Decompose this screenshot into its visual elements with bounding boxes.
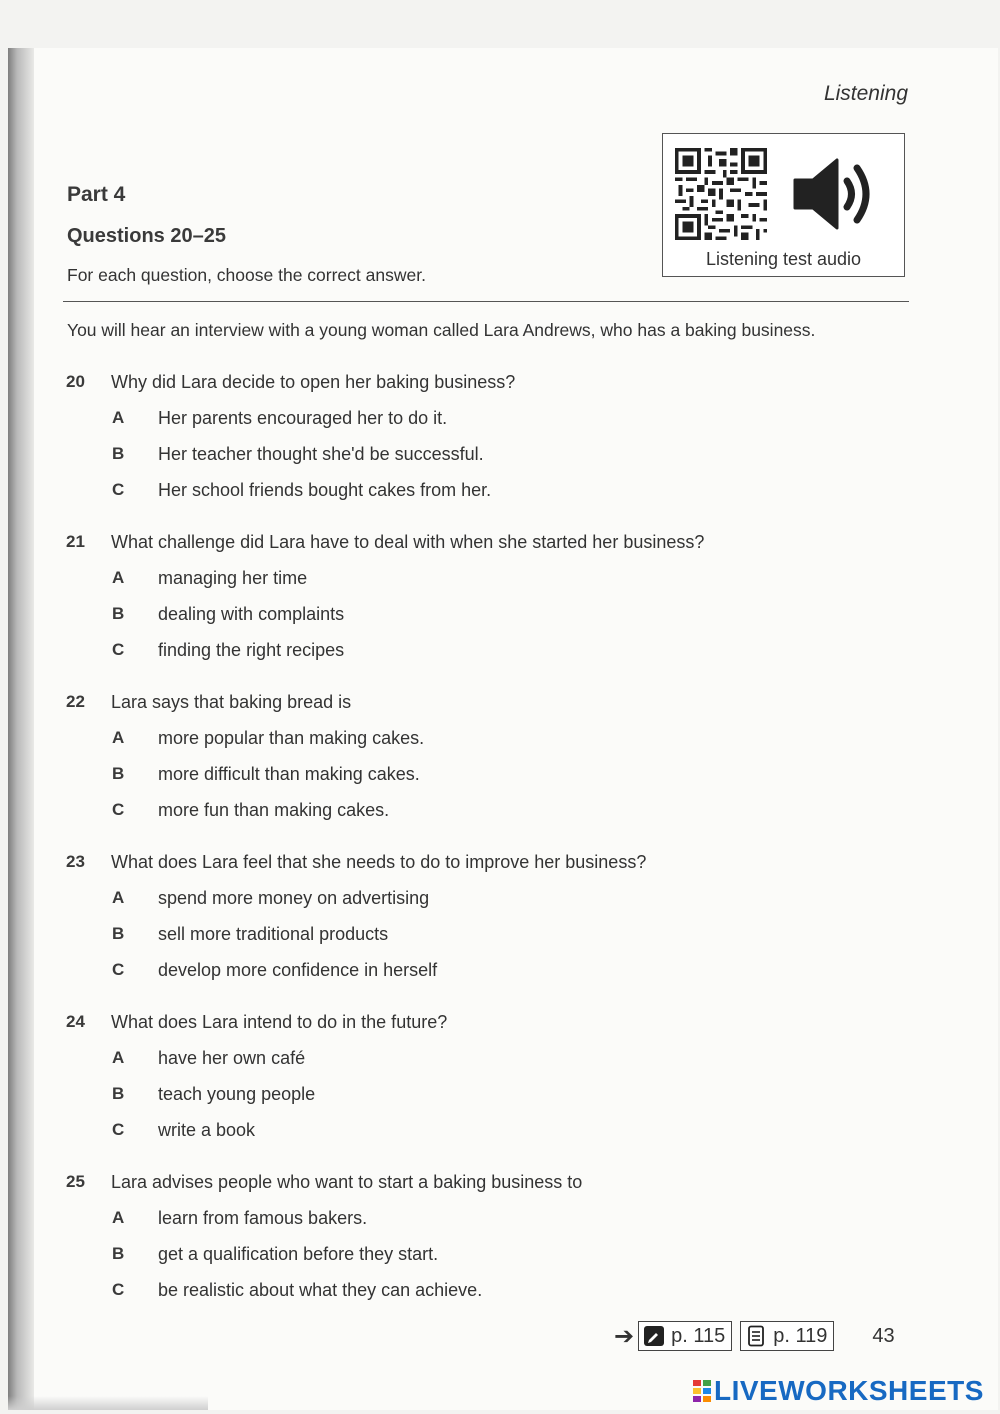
question-20 (66, 372, 886, 516)
option-letter: A (112, 1208, 125, 1227)
option-b[interactable] (66, 1084, 886, 1120)
question-text: Lara says that baking bread is (111, 692, 352, 712)
question-number: 25 (66, 1172, 85, 1191)
option-text: finding the right recipes (158, 640, 345, 660)
arrow-right-icon: ➔ (614, 1322, 635, 1350)
option-text: spend more money on advertising (158, 888, 430, 908)
question-24 (66, 1012, 886, 1156)
liveworksheets-logo-icon (692, 1378, 712, 1404)
reference-label: p. 115 (671, 1324, 726, 1347)
option-letter: A (112, 728, 125, 747)
option-text: managing her time (158, 568, 308, 588)
option-a[interactable] (66, 1048, 886, 1084)
document-icon (745, 1325, 767, 1347)
option-text: Her teacher thought she'd be successful. (158, 444, 484, 464)
question-23 (66, 852, 886, 996)
option-letter: C (112, 800, 125, 819)
option-letter: C (112, 640, 125, 659)
questions-range: Questions 20–25 (67, 225, 226, 247)
option-b[interactable] (66, 1244, 886, 1280)
question-22 (66, 692, 886, 836)
option-letter: B (112, 1084, 125, 1103)
option-letter: C (112, 1120, 125, 1139)
question-text: What challenge did Lara have to deal with when she started her business? (111, 532, 705, 552)
intro-text: You will hear an interview with a young woman called Lara Andrews, who has a baking business. (67, 320, 816, 340)
question-number: 21 (66, 532, 85, 551)
page-number: 43 (872, 1324, 895, 1347)
question-text: What does Lara intend to do in the future? (111, 1012, 448, 1032)
question-number: 24 (66, 1012, 85, 1031)
option-text: dealing with complaints (158, 604, 345, 624)
question-21 (66, 532, 886, 676)
option-letter: B (112, 924, 125, 943)
audio-caption: Listening test audio (705, 249, 862, 269)
question-number: 23 (66, 852, 85, 871)
option-text: sell more traditional products (158, 924, 389, 944)
option-text: more fun than making cakes. (158, 800, 390, 820)
page-footer (614, 1320, 895, 1352)
qr-code-icon[interactable] (675, 148, 767, 240)
page-spine-shadow (8, 48, 34, 1410)
option-a[interactable] (66, 568, 886, 604)
reference-tips[interactable] (638, 1321, 732, 1351)
brand-text: LIVEWORKSHEETS (714, 1375, 984, 1406)
option-letter: A (112, 1048, 125, 1067)
divider (63, 301, 909, 302)
question-text: What does Lara feel that she needs to do to improve her business? (111, 852, 647, 872)
option-text: learn from famous bakers. (158, 1208, 368, 1228)
option-letter: C (112, 1280, 125, 1299)
option-letter: C (112, 960, 125, 979)
option-letter: A (112, 408, 125, 427)
option-a[interactable] (66, 408, 886, 444)
option-c[interactable] (66, 1120, 886, 1156)
option-text: more popular than making cakes. (158, 728, 425, 748)
option-text: be realistic about what they can achieve. (158, 1280, 483, 1300)
option-c[interactable] (66, 480, 886, 516)
option-letter: B (112, 764, 125, 783)
option-letter: B (112, 604, 125, 623)
option-c[interactable] (66, 960, 886, 996)
question-25 (66, 1172, 886, 1316)
option-text: more difficult than making cakes. (158, 764, 420, 784)
option-a[interactable] (66, 728, 886, 764)
option-letter: A (112, 888, 125, 907)
section-label: Listening (823, 82, 908, 105)
question-number: 22 (66, 692, 85, 711)
option-letter: B (112, 444, 125, 463)
option-text: get a qualification before they start. (158, 1244, 439, 1264)
reference-label: p. 119 (773, 1324, 828, 1347)
option-b[interactable] (66, 924, 886, 960)
instruction-text: For each question, choose the correct answer. (67, 265, 426, 285)
part-title: Part 4 (67, 183, 126, 206)
option-a[interactable] (66, 888, 886, 924)
speaker-icon[interactable] (793, 154, 879, 234)
option-letter: B (112, 1244, 125, 1263)
page-bottom-shadow (8, 1396, 208, 1410)
option-text: have her own café (158, 1048, 306, 1068)
option-text: develop more confidence in herself (158, 960, 438, 980)
tip-icon (643, 1325, 665, 1347)
reference-document[interactable] (740, 1321, 834, 1351)
question-text: Lara advises people who want to start a baking business to (111, 1172, 583, 1192)
question-text: Why did Lara decide to open her baking business? (111, 372, 516, 392)
liveworksheets-watermark[interactable] (692, 1374, 984, 1408)
option-b[interactable] (66, 604, 886, 640)
option-text: Her parents encouraged her to do it. (158, 408, 448, 428)
option-text: teach young people (158, 1084, 316, 1104)
option-letter: A (112, 568, 125, 587)
option-text: Her school friends bought cakes from her. (158, 480, 492, 500)
option-letter: C (112, 480, 125, 499)
question-number: 20 (66, 372, 85, 391)
option-c[interactable] (66, 640, 886, 676)
option-a[interactable] (66, 1208, 886, 1244)
option-text: write a book (158, 1120, 256, 1140)
option-b[interactable] (66, 764, 886, 800)
option-c[interactable] (66, 1280, 886, 1316)
option-b[interactable] (66, 444, 886, 480)
option-c[interactable] (66, 800, 886, 836)
audio-link-box[interactable] (662, 133, 905, 277)
